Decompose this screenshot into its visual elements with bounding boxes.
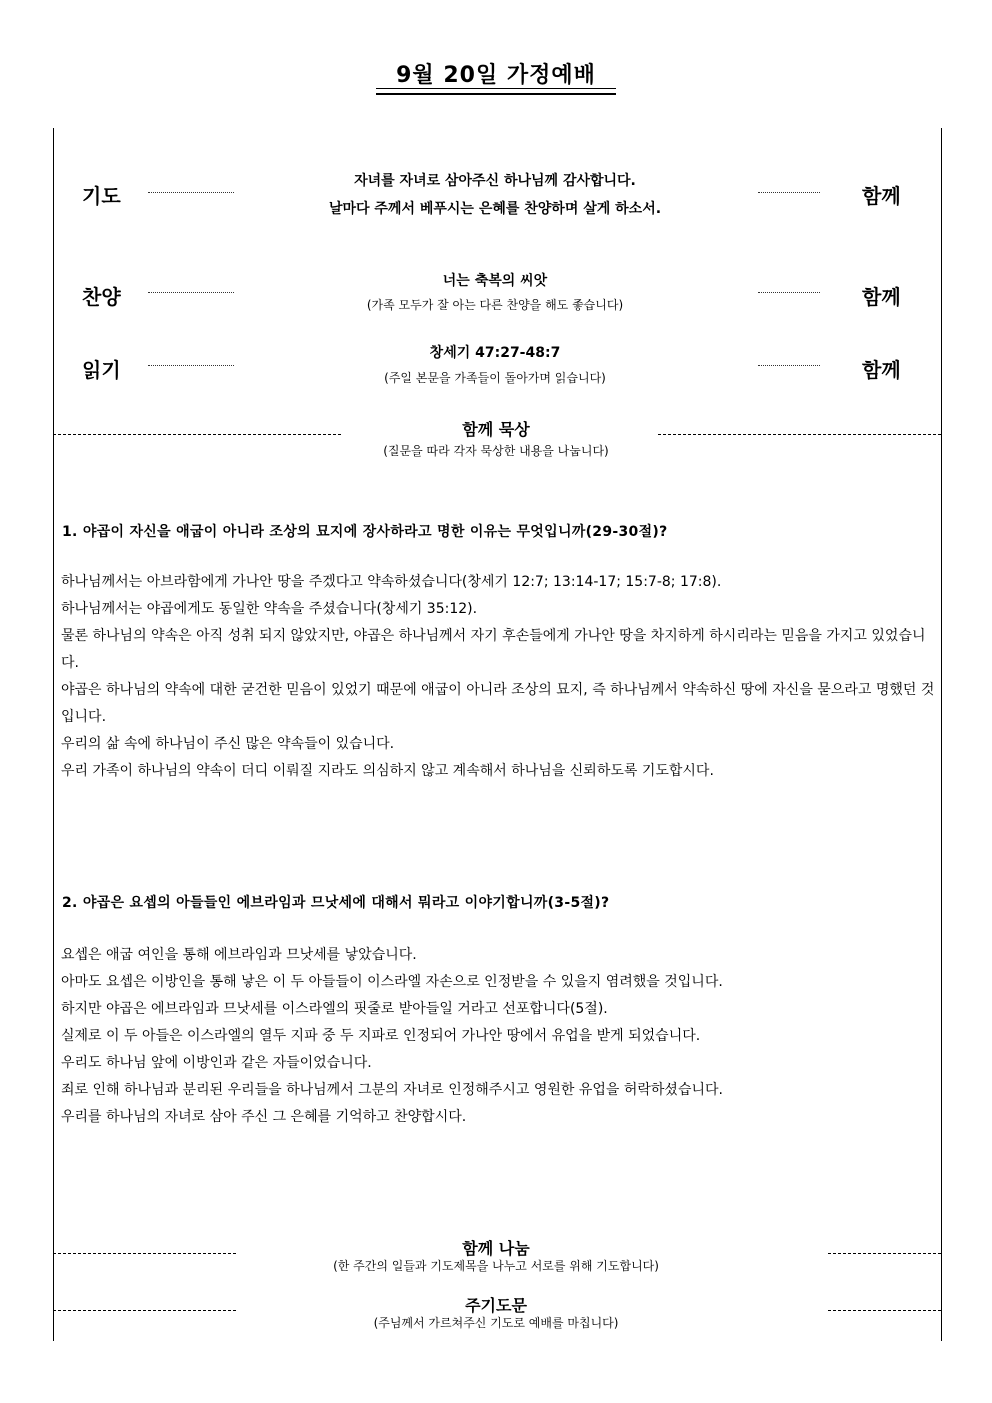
lords-prayer-subtitle: (주님께서 가르쳐주신 기도로 예배를 마칩니다)	[373, 1316, 619, 1330]
answer-2-line: 우리를 하나님의 자녀로 삼아 주신 그 은혜를 기억하고 찬양합시다.	[61, 1109, 467, 1125]
answer-2-line: 우리도 하나님 앞에 이방인과 같은 자들이었습니다.	[61, 1055, 372, 1071]
prayer-line-1: 자녀를 자녀로 삼아주신 하나님께 감사합니다.	[354, 173, 636, 189]
left-border	[53, 128, 54, 1341]
right-border	[941, 128, 942, 1341]
answer-2-line: 하지만 야곱은 에브라임과 므낫세를 이스라엘의 핏줄로 받아들일 거라고 선포합니다(5절).	[61, 1001, 608, 1017]
row-label-prayer: 기도	[82, 184, 121, 208]
answer-2	[61, 942, 941, 1131]
title-underline-thick	[376, 93, 616, 95]
meditation-subtitle: (질문을 따라 각자 묵상한 내용을 나눕니다)	[383, 444, 609, 458]
praise-song: 너는 축복의 씨앗	[442, 273, 548, 289]
answer-2-line: 실제로 이 두 아들은 이스라엘의 열두 지파 중 두 지파로 인정되어 가나안 땅에서 유업을 받게 되었습니다.	[61, 1028, 701, 1044]
answer-2-line: 죄로 인해 하나님과 분리된 우리들을 하나님께서 그분의 자녀로 인정해주시고 영원한 유업을 허락하셨습니다.	[61, 1082, 723, 1098]
answer-1-line: 우리의 삶 속에 하나님이 주신 많은 약속들이 있습니다.	[61, 736, 395, 752]
dot-leader	[758, 292, 820, 293]
answer-2-line: 아마도 요셉은 이방인을 통해 낳은 이 두 아들들이 이스라엘 자손으로 인정받을 수 있을지 염려했을 것입니다.	[61, 974, 723, 990]
question-1: 1. 야곱이 자신을 애굽이 아니라 조상의 묘지에 장사하라고 명한 이유는 무엇입니까(29-30절)?	[62, 524, 668, 540]
dot-leader	[148, 365, 234, 366]
prayer-line-2: 날마다 주께서 베푸시는 은혜를 찬양하며 살게 하소서.	[328, 201, 662, 217]
answer-1-line: 물론 하나님의 약속은 아직 성취 되지 않았지만, 야곱은 하나님께서 자기 후손들에게 가나안 땅을 차지하게 하시리라는 믿음을 가지고 있었습니다.	[61, 628, 926, 671]
answer-1-line: 우리 가족이 하나님의 약속이 더디 이뤄질 지라도 의심하지 않고 계속해서 하나님을 신뢰하도록 기도합시다.	[61, 763, 714, 779]
title-underline	[376, 88, 616, 89]
answer-1-line: 야곱은 하나님의 약속에 대한 굳건한 믿음이 있었기 때문에 애굽이 아니라 조상의 묘지, 즉 하나님께서 약속하신 땅에 자신을 묻으라고 명했던 것입니다.	[61, 682, 935, 725]
page-title: 9월 20일 가정예배	[396, 63, 596, 88]
praise-note: (가족 모두가 잘 아는 다른 찬양을 해도 좋습니다)	[366, 298, 624, 312]
row-together-reading: 함께	[862, 358, 901, 382]
answer-1-line: 하나님께서는 야곱에게도 동일한 약속을 주셨습니다(창세기 35:12).	[61, 601, 478, 617]
lords-prayer-heading: 주기도문	[465, 1296, 527, 1315]
dot-leader	[148, 192, 234, 193]
sharing-heading: 함께 나눔	[462, 1239, 530, 1258]
dot-leader	[758, 192, 820, 193]
dot-leader	[148, 292, 234, 293]
answer-2-line: 요셉은 애굽 여인을 통해 에브라임과 므낫세를 낳았습니다.	[61, 947, 417, 963]
answer-1	[61, 569, 941, 785]
reading-note: (주일 본문을 가족들이 돌아가며 읽습니다)	[384, 371, 606, 385]
sharing-subtitle: (한 주간의 일들과 기도제목을 나누고 서로를 위해 기도합니다)	[333, 1259, 659, 1273]
answer-1-line: 하나님께서는 아브라함에게 가나안 땅을 주겠다고 약속하셨습니다(창세기 12:7; 13:14-17; 15:7-8; 17:8).	[61, 574, 722, 590]
row-label-praise: 찬양	[82, 285, 121, 309]
reading-passage: 창세기 47:27-48:7	[429, 345, 561, 361]
meditation-heading: 함께 묵상	[462, 420, 530, 439]
row-together-praise: 함께	[862, 285, 901, 309]
row-together-prayer: 함께	[862, 184, 901, 208]
row-label-reading: 읽기	[82, 358, 121, 382]
question-2: 2. 야곱은 요셉의 아들들인 에브라임과 므낫세에 대해서 뭐라고 이야기합니까(3-5절)?	[62, 895, 610, 911]
dot-leader	[758, 365, 820, 366]
